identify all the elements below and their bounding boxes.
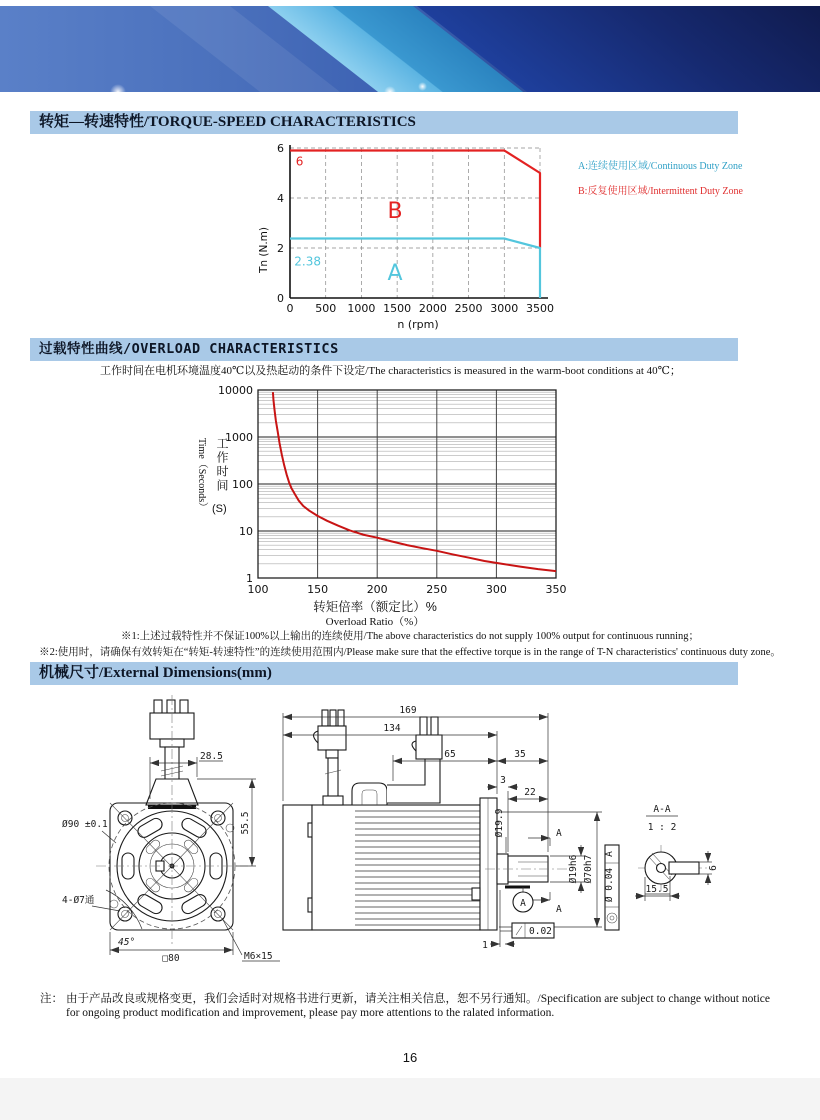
- chart-annotation: 2.38: [294, 254, 322, 269]
- section-header-torque-speed: [30, 111, 738, 134]
- x-tick-label: 100: [247, 583, 269, 596]
- x-tick-label: 200: [366, 583, 388, 596]
- x-tick-label: 3000: [490, 302, 519, 315]
- y-tick-label: 10000: [218, 384, 253, 397]
- series-line: [273, 392, 556, 571]
- footer-note-line1: 由于产品改良或规格变更，我们会适时对规格书进行更新，请关注相关信息，恕不另行通知。/Specification are subject to change without notice: [66, 993, 770, 1005]
- y-tick-label: 0: [277, 292, 284, 305]
- tolerance-frame: [604, 845, 619, 930]
- bottom-strip: [0, 1078, 820, 1120]
- section-title: 机械尺寸/External Dimensions(mm): [39, 665, 272, 681]
- dim-label: 65: [444, 749, 456, 760]
- x-tick-label: 2500: [454, 302, 483, 315]
- footer-note-line2: for ongoing product modification and improvement, please pay more attentions to the ralated information.: [66, 1007, 555, 1019]
- x-tick-label: 500: [315, 302, 337, 315]
- overload-ylabel-cn: 工作时间: [215, 437, 229, 493]
- chart-annotation: 6: [295, 154, 304, 169]
- y-tick-label: 1: [246, 572, 253, 585]
- dim-label: 3: [500, 775, 506, 786]
- x-tick-label: 3500: [526, 302, 554, 315]
- header-banner: [0, 6, 820, 92]
- tolerance-datum: A: [604, 851, 615, 857]
- section-view-aa: [635, 804, 719, 901]
- tolerance-value: Ø 0.04: [604, 867, 615, 903]
- dim-label: Ø90 ±0.1: [62, 819, 108, 830]
- y-tick-label: 1000: [225, 431, 253, 444]
- section-arrow-label: A: [556, 904, 562, 915]
- chart-annotation: A: [387, 261, 403, 286]
- section-header-dimensions: [30, 662, 738, 685]
- y-axis-title: Tn (N.m): [258, 226, 270, 274]
- dim-label: 22: [524, 787, 536, 798]
- cable-gland: [352, 783, 387, 805]
- overload-footnote-2: ※2:使用时，请确保有效转矩在“转矩-转速特性”的连续使用范围内/Please make sure that the effective torque is in the range of T-N characteristics' continuous duty zone。: [39, 647, 781, 658]
- y-tick-label: 6: [277, 142, 284, 155]
- banner-glow: [384, 86, 396, 92]
- dim-label: 28.5: [200, 751, 223, 762]
- legend-continuous-zone: A:连续使用区域/Continuous Duty Zone: [578, 161, 743, 172]
- y-tick-label: 10: [239, 525, 253, 538]
- x-tick-label: 1500: [383, 302, 412, 315]
- x-tick-label: 250: [426, 583, 448, 596]
- dim-label: 4-Ø7通: [62, 895, 95, 906]
- x-tick-label: 350: [545, 583, 567, 596]
- banner-glow: [418, 82, 427, 91]
- x-tick-label: 2000: [418, 302, 447, 315]
- x-tick-label: 300: [485, 583, 507, 596]
- key-section: [669, 862, 699, 874]
- section-title: 转矩—转速特性/TORQUE-SPEED CHARACTERISTICS: [39, 114, 416, 130]
- section-header-overload: [30, 338, 738, 361]
- dimension-drawings: [40, 695, 780, 983]
- section-arrow-label: A: [556, 828, 562, 839]
- series-line: [290, 151, 540, 249]
- cable-elbow: [387, 759, 440, 803]
- overload-ylabel-unit: (S): [212, 503, 227, 515]
- overload-description: 工作时间在电机环境温度40℃以及热起动的条件下设定/The characteristics is measured in the warm-boot conditions at 40℃；: [100, 365, 681, 377]
- encoder-connector: [314, 710, 347, 805]
- overload-footnote-1: ※1:上述过载特性并不保证100%以上输出的连续使用/The above characteristics do not supply 100% output for continuous running；: [120, 631, 699, 642]
- overload-xlabel-en: Overload Ratio（%）: [325, 616, 425, 628]
- dim-label: Ø70h7: [583, 854, 594, 884]
- banner-glow: [110, 84, 126, 92]
- dim-label: □80: [162, 953, 180, 964]
- overload-chart: [175, 378, 605, 630]
- y-tick-label: 2: [277, 242, 284, 255]
- dim-label: 134: [383, 723, 401, 734]
- front-view: [62, 695, 280, 964]
- dim-label: 35: [514, 749, 526, 760]
- overload-xlabel-cn: 转矩倍率（额定比）%: [313, 600, 437, 614]
- x-tick-label: 150: [307, 583, 329, 596]
- dim-label: Ø19h6: [568, 854, 579, 884]
- chart-annotation: B: [387, 199, 403, 224]
- dim-label: 45°: [118, 937, 136, 948]
- section-title: 过载特性曲线/OVERLOAD CHARACTERISTICS: [39, 341, 339, 357]
- dim-label: M6×15: [244, 951, 273, 962]
- overload-ylabel-en: Time（Seconds）: [196, 438, 207, 513]
- y-tick-label: 100: [232, 478, 253, 491]
- dim-label: 1: [482, 940, 488, 951]
- dim-label: 55.5: [240, 811, 251, 835]
- series-line: [290, 239, 540, 299]
- dim-label: 15.5: [645, 884, 669, 895]
- x-tick-label: 1000: [347, 302, 376, 315]
- power-connector: [412, 717, 442, 759]
- x-axis-title: n (rpm): [397, 318, 439, 331]
- footer-note-prefix: 注：: [40, 993, 63, 1005]
- dim-label: 169: [399, 705, 417, 716]
- torque-speed-chart: [255, 138, 565, 334]
- dim-label: 6: [708, 865, 719, 871]
- dim-label: Ø19.9: [494, 808, 505, 838]
- x-tick-label: 0: [286, 302, 294, 315]
- runout-value: 0.02: [529, 926, 552, 937]
- page-number: 16: [402, 1050, 418, 1065]
- datum-label: A: [520, 898, 526, 909]
- section-title-aa: A-A: [653, 804, 671, 815]
- side-view: [283, 705, 619, 951]
- y-tick-label: 4: [277, 192, 284, 205]
- section-scale: 1 : 2: [647, 822, 677, 833]
- legend-intermittent-zone: B:反复使用区域/Intermittent Duty Zone: [578, 186, 743, 197]
